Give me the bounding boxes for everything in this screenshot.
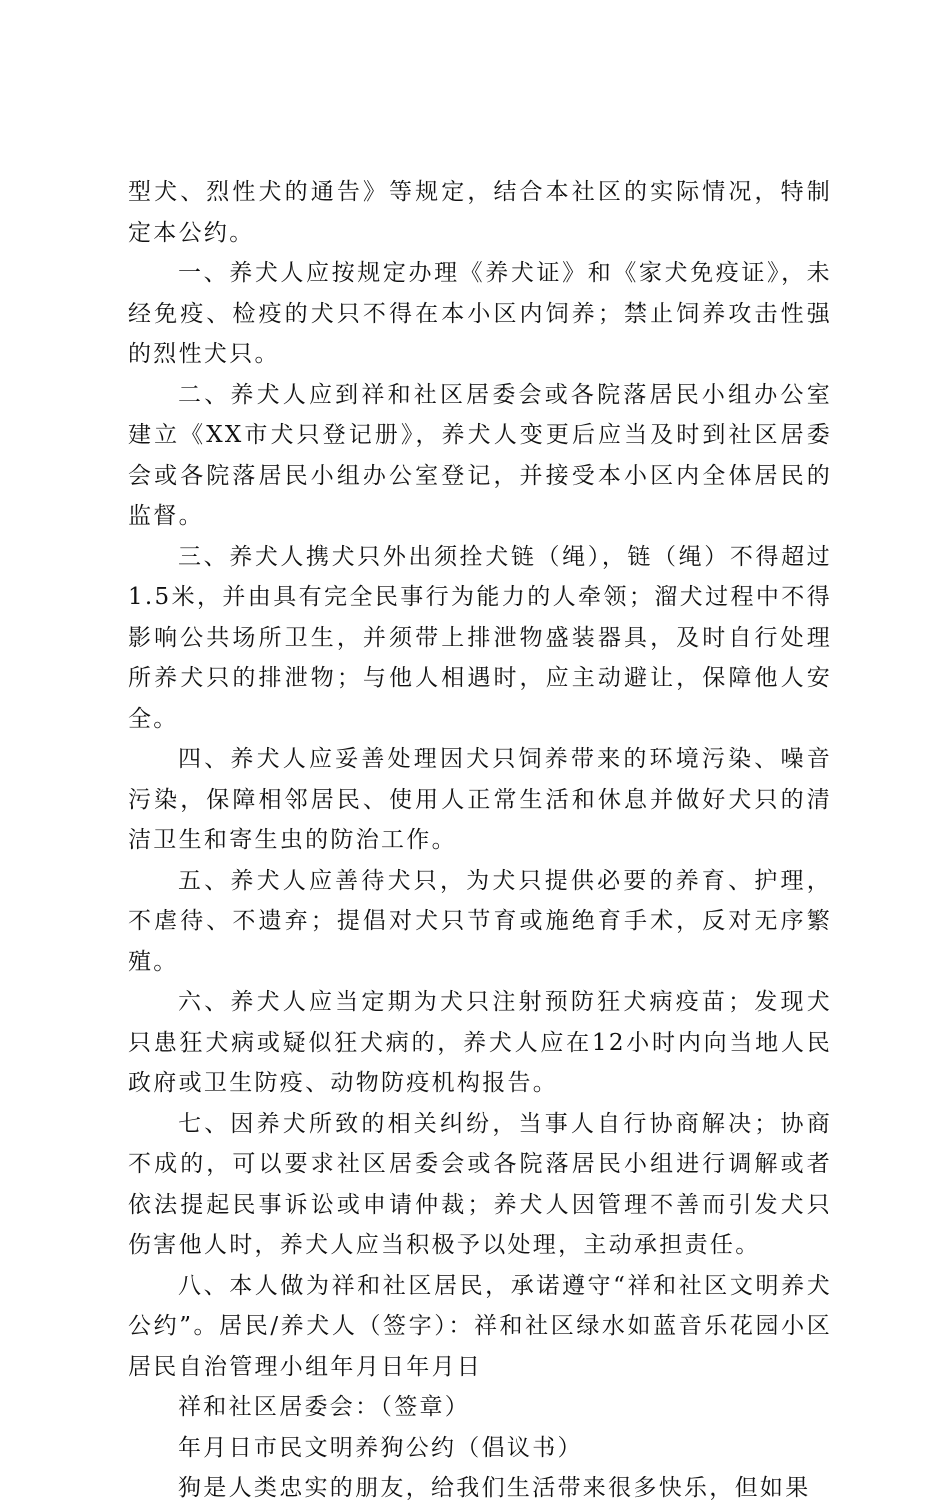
paragraph-clause-8: 八、本人做为祥和社区居民，承诺遵守“祥和社区文明养犬公约”。居民/养犬人（签字）：祥和社区绿水如蓝音乐花园小区居民自治管理小组年月日年月日 [128,1272,832,1380]
paragraph-clause-6: 六、养犬人应当定期为犬只注射预防狂犬病疫苗；发现犬只患狂犬病或疑似狂犬病的，养犬人应在12小时内向当地人民政府或卫生防疫、动物防疫机构报告。 [128,989,832,1096]
paragraph-convention-title: 年月日市民文明养狗公约（倡议书） [178,1434,583,1461]
paragraph-convention-opening: 狗是人类忠实的朋友，给我们生活带来很多快乐，但如果 [178,1475,811,1501]
document-body [128,172,832,1509]
paragraph-intro-continuation: 型犬、烈性犬的通告》等规定，结合本社区的实际情况，特制定本公约。 [128,179,832,246]
paragraph-clause-3: 三、养犬人携犬只外出须拴犬链（绳），链（绳）不得超过1.5米，并由具有完全民事行为能力的人牵领；溜犬过程中不得影响公共场所卫生，并须带上排泄物盛装器具，及时自行处理所养犬只的排泄物；与他人相遇时，应主动避让，保障他人安全。 [128,543,832,732]
paragraph-committee-seal: 祥和社区居委会：（签章） [178,1394,471,1420]
paragraph-clause-4: 四、养犬人应妥善处理因犬只饲养带来的环境污染、噪音污染，保障相邻居民、使用人正常生活和休息并做好犬只的清洁卫生和寄生虫的防治工作。 [128,746,832,853]
paragraph-clause-1: 一、养犬人应按规定办理《养犬证》和《家犬免疫证》，未经免疫、检疫的犬只不得在本小区内饲养；禁止饲养攻击性强的烈性犬只。 [128,260,832,367]
paragraph-clause-5: 五、养犬人应善待犬只，为犬只提供必要的养育、护理，不虐待、不遗弃；提倡对犬只节育或施绝育手术，反对无序繁殖。 [128,867,832,975]
paragraph-clause-2: 二、养犬人应到祥和社区居委会或各院落居民小组办公室建立《XX市犬只登记册》，养犬人变更后应当及时到社区居委会或各院落居民小组办公室登记，并接受本小区内全体居民的监督。 [128,381,832,529]
paragraph-clause-7: 七、因养犬所致的相关纠纷，当事人自行协商解决；协商不成的，可以要求社区居委会或各院落居民小组进行调解或者依法提起民事诉讼或申请仲裁；养犬人因管理不善而引发犬只伤害他人时，养犬人应当积极予以处理，主动承担责任。 [128,1110,832,1258]
